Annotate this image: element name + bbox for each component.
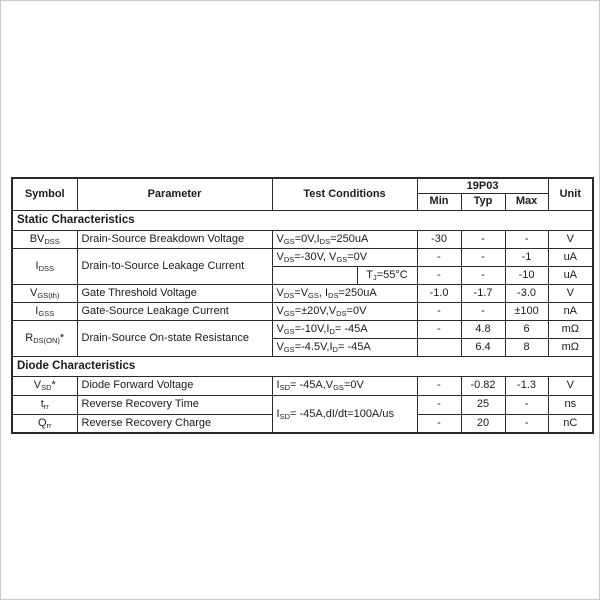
typ-value: 4.8 bbox=[461, 320, 505, 338]
parameter-cell: Diode Forward Voltage bbox=[77, 376, 272, 395]
col-header-typ: Typ bbox=[461, 193, 505, 210]
test-condition-cell: $V_{GS}=0V,I_{DS}=250uA$ bbox=[272, 230, 417, 248]
section-row-diode bbox=[12, 356, 593, 376]
parameter-cell: Gate Threshold Voltage bbox=[77, 284, 272, 302]
min-value: -30 bbox=[417, 230, 461, 248]
unit-cell: uA bbox=[548, 266, 593, 284]
unit-cell: ns bbox=[548, 395, 593, 414]
symbol-cell: $V_{SD}*$ bbox=[12, 376, 77, 395]
col-header-symbol: Symbol bbox=[12, 178, 77, 210]
parameter-cell: Reverse Recovery Charge bbox=[77, 414, 272, 433]
max-value: -1.3 bbox=[505, 376, 548, 395]
table-row-igss bbox=[12, 302, 593, 320]
typ-value: - bbox=[461, 266, 505, 284]
unit-cell: V bbox=[548, 376, 593, 395]
symbol-cell: $Q_{rr}$ bbox=[12, 414, 77, 433]
min-value: - bbox=[417, 302, 461, 320]
col-header-max: Max bbox=[505, 193, 548, 210]
electrical-characteristics-table bbox=[11, 177, 594, 434]
unit-cell: mΩ bbox=[548, 320, 593, 338]
min-value: - bbox=[417, 376, 461, 395]
unit-cell: uA bbox=[548, 248, 593, 266]
min-value: - bbox=[417, 414, 461, 433]
typ-value: - bbox=[461, 248, 505, 266]
max-value: ±100 bbox=[505, 302, 548, 320]
max-value: 6 bbox=[505, 320, 548, 338]
min-value: - bbox=[417, 266, 461, 284]
unit-cell: V bbox=[548, 284, 593, 302]
unit-cell: nA bbox=[548, 302, 593, 320]
col-header-test-conditions: Test Conditions bbox=[272, 178, 417, 210]
typ-value: 6.4 bbox=[461, 338, 505, 356]
table-row-bvdss bbox=[12, 230, 593, 248]
min-value: - bbox=[417, 248, 461, 266]
section-title-static: Static Characteristics bbox=[12, 210, 593, 230]
test-condition-cell: $V_{DS}=V_{GS}$, $I_{DS}=250uA$ bbox=[272, 284, 417, 302]
symbol-cell: $I_{GSS}$ bbox=[12, 302, 77, 320]
parameter-cell: Drain-Source Breakdown Voltage bbox=[77, 230, 272, 248]
col-header-unit: Unit bbox=[548, 178, 593, 210]
min-value: -1.0 bbox=[417, 284, 461, 302]
typ-value: -1.7 bbox=[461, 284, 505, 302]
table-row-vsd bbox=[12, 376, 593, 395]
parameter-cell: Drain-to-Source Leakage Current bbox=[77, 248, 272, 284]
table-row-idss-1 bbox=[12, 248, 593, 266]
parameter-cell: Gate-Source Leakage Current bbox=[77, 302, 272, 320]
typ-value: 20 bbox=[461, 414, 505, 433]
typ-value: -0.82 bbox=[461, 376, 505, 395]
max-value: -1 bbox=[505, 248, 548, 266]
table-row-vgsth bbox=[12, 284, 593, 302]
test-condition-cell: $I_{SD}= -45A,V_{GS}=0V$ bbox=[272, 376, 417, 395]
unit-cell: mΩ bbox=[548, 338, 593, 356]
typ-value: - bbox=[461, 230, 505, 248]
test-condition-cell: $V_{DS}=-30V$, $V_{GS}=0V$ bbox=[272, 248, 417, 266]
symbol-cell: $I_{DSS}$ bbox=[12, 248, 77, 284]
symbol-cell: $R_{DS(ON)}*$ bbox=[12, 320, 77, 356]
max-value: -3.0 bbox=[505, 284, 548, 302]
section-row-static bbox=[12, 210, 593, 230]
max-value: - bbox=[505, 230, 548, 248]
table-row-trr bbox=[12, 395, 593, 414]
typ-value: 25 bbox=[461, 395, 505, 414]
max-value: - bbox=[505, 395, 548, 414]
max-value: - bbox=[505, 414, 548, 433]
part-number-header: 19P03 bbox=[417, 178, 548, 193]
min-value bbox=[417, 338, 461, 356]
unit-cell: nC bbox=[548, 414, 593, 433]
section-title-diode: Diode Characteristics bbox=[12, 356, 593, 376]
test-condition-cell: $I_{SD}= -45A,dI/dt=100A/us$ bbox=[272, 395, 417, 433]
test-condition-cell: $T_J=55^\circ C$ bbox=[357, 266, 417, 284]
parameter-cell: Reverse Recovery Time bbox=[77, 395, 272, 414]
symbol-cell: $t_{rr}$ bbox=[12, 395, 77, 414]
symbol-cell: $BV_{DSS}$ bbox=[12, 230, 77, 248]
col-header-parameter: Parameter bbox=[77, 178, 272, 210]
typ-value: - bbox=[461, 302, 505, 320]
test-condition-cell: $V_{GS}=\pm 20V,V_{DS}=0V$ bbox=[272, 302, 417, 320]
test-condition-cell: $V_{GS}=-10V,I_D= -45A$ bbox=[272, 320, 417, 338]
table-header-row-1 bbox=[12, 178, 593, 193]
col-header-min: Min bbox=[417, 193, 461, 210]
symbol-cell: $V_{GS(th)}$ bbox=[12, 284, 77, 302]
max-value: 8 bbox=[505, 338, 548, 356]
max-value: -10 bbox=[505, 266, 548, 284]
table-row-rdson-1 bbox=[12, 320, 593, 338]
min-value: - bbox=[417, 395, 461, 414]
unit-cell: V bbox=[548, 230, 593, 248]
parameter-cell: Drain-Source On-state Resistance bbox=[77, 320, 272, 356]
test-condition-blank-cell bbox=[272, 266, 357, 284]
min-value: - bbox=[417, 320, 461, 338]
test-condition-cell: $V_{GS}=-4.5V,I_D= -45A$ bbox=[272, 338, 417, 356]
